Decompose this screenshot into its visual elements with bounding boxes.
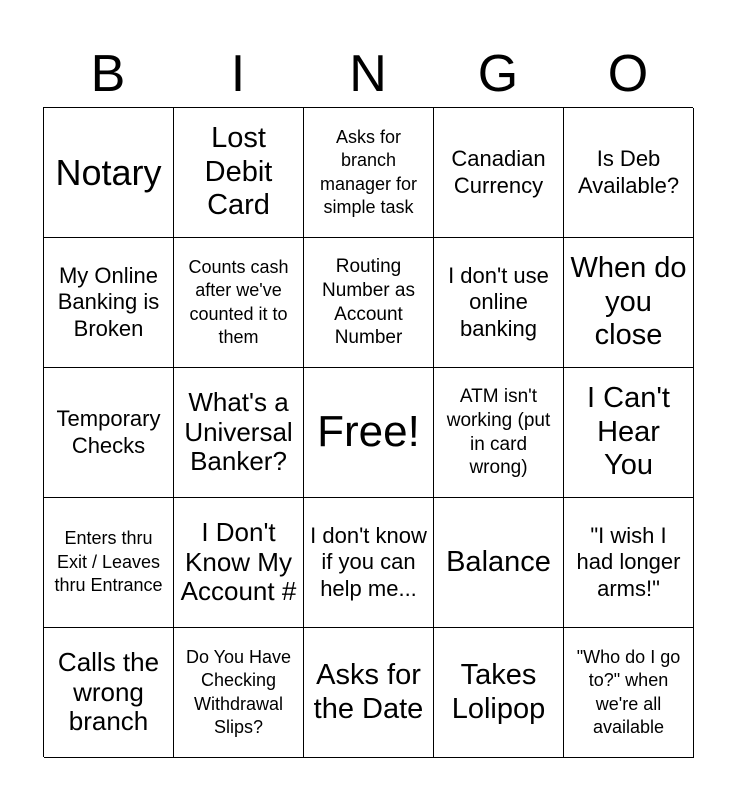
bingo-cell[interactable]: Is Deb Available?	[564, 108, 694, 238]
bingo-cell[interactable]: Temporary Checks	[44, 368, 174, 498]
bingo-cell[interactable]: "I wish I had longer arms!"	[564, 498, 694, 628]
bingo-cell[interactable]: "Who do I go to?" when we're all available	[564, 628, 694, 758]
bingo-cell[interactable]: Counts cash after we've counted it to them	[174, 238, 304, 368]
bingo-cell[interactable]: Asks for branch manager for simple task	[304, 108, 434, 238]
bingo-cell[interactable]: What's a Universal Banker?	[174, 368, 304, 498]
bingo-cell[interactable]: ATM isn't working (put in card wrong)	[434, 368, 564, 498]
bingo-cell[interactable]: Enters thru Exit / Leaves thru Entrance	[44, 498, 174, 628]
bingo-cell[interactable]: Takes Lolipop	[434, 628, 564, 758]
bingo-cell[interactable]: Notary	[44, 108, 174, 238]
bingo-cell[interactable]: Lost Debit Card	[174, 108, 304, 238]
header-letter-g: G	[477, 45, 519, 103]
header-letter-o: O	[607, 45, 649, 103]
bingo-cell[interactable]: Do You Have Checking Withdrawal Slips?	[174, 628, 304, 758]
bingo-header	[43, 40, 693, 108]
header-letter-n: N	[349, 45, 387, 103]
free-space-cell[interactable]: Free!	[304, 368, 434, 498]
header-letter-b: B	[90, 45, 126, 103]
bingo-cell[interactable]: Asks for the Date	[304, 628, 434, 758]
bingo-cell[interactable]: I Don't Know My Account #	[174, 498, 304, 628]
bingo-cell[interactable]: When do you close	[564, 238, 694, 368]
bingo-cell[interactable]: My Online Banking is Broken	[44, 238, 174, 368]
bingo-cell[interactable]: I don't use online banking	[434, 238, 564, 368]
bingo-cell[interactable]: I don't know if you can help me...	[304, 498, 434, 628]
bingo-cell[interactable]: Calls the wrong branch	[44, 628, 174, 758]
bingo-cell[interactable]: Canadian Currency	[434, 108, 564, 238]
bingo-cell[interactable]: I Can't Hear You	[564, 368, 694, 498]
bingo-cell[interactable]: Balance	[434, 498, 564, 628]
header-letter-i: I	[230, 45, 246, 103]
bingo-card-grid	[43, 107, 693, 757]
bingo-cell[interactable]: Routing Number as Account Number	[304, 238, 434, 368]
